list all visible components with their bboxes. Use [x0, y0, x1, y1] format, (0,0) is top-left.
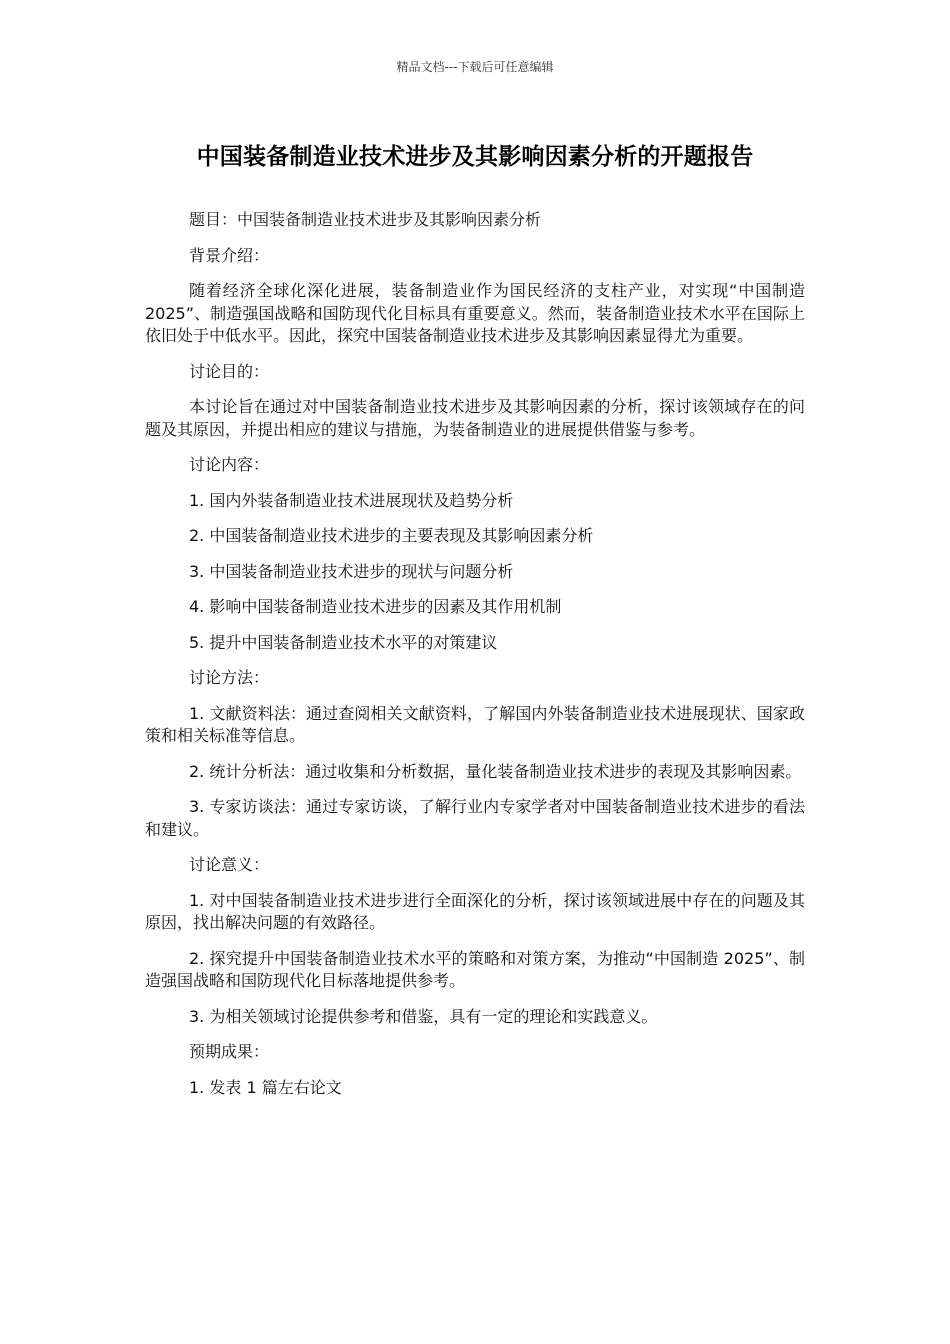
- header-note: 精品文档---下载后可任意编辑: [396, 60, 554, 74]
- purpose-paragraph: 本讨论旨在通过对中国装备制造业技术进步及其影响因素的分析，探讨该领域存在的问题及其原因，并提出相应的建议与措施，为装备制造业的进展提供借鉴与参考。: [145, 397, 805, 439]
- document-title: 中国装备制造业技术进步及其影响因素分析的开题报告: [196, 144, 754, 170]
- section-heading-content: 讨论内容：: [189, 455, 270, 474]
- section-heading-significance: 讨论意义：: [189, 855, 270, 874]
- content-item: 3. 中国装备制造业技术进步的现状与问题分析: [189, 561, 514, 581]
- content-item: 5. 提升中国装备制造业技术水平的对策建议: [189, 632, 498, 652]
- significance-item: 2. 探究提升中国装备制造业技术水平的策略和对策方案，为推动“中国制造 2025”、制造强国战略和国防现代化目标落地提供参考。: [145, 948, 805, 990]
- background-paragraph: 随着经济全球化深化进展，装备制造业作为国民经济的支柱产业，对实现“中国制造 2025”、制造强国战略和国防现代化目标具有重要意义。然而，装备制造业技术水平在国际上依旧处于中低水平。因此，探究中国装备制造业技术进步及其影响因素显得尤为重要。: [145, 281, 805, 345]
- section-heading-methods: 讨论方法：: [189, 668, 270, 687]
- content-item: 4. 影响中国装备制造业技术进步的因素及其作用机制: [189, 597, 562, 616]
- content-item: 1. 国内外装备制造业技术进展现状及趋势分析: [189, 490, 514, 510]
- method-item: 2. 统计分析法：通过收集和分析数据，量化装备制造业技术进步的表现及其影响因素。: [189, 761, 802, 781]
- significance-item: 3. 为相关领域讨论提供参考和借鉴，具有一定的理论和实践意义。: [189, 1006, 658, 1026]
- document-body: [145, 209, 805, 1112]
- significance-item: 1. 对中国装备制造业技术进步进行全面深化的分析，探讨该领域进展中存在的问题及其原因，找出解决问题的有效路径。: [145, 890, 805, 932]
- section-heading-outcomes: 预期成果：: [189, 1042, 270, 1061]
- method-item: 3. 专家访谈法：通过专家访谈，了解行业内专家学者对中国装备制造业技术进步的看法和建议。: [145, 797, 805, 839]
- content-item: 2. 中国装备制造业技术进步的主要表现及其影响因素分析: [189, 526, 594, 545]
- topic-line: 题目：中国装备制造业技术进步及其影响因素分析: [189, 210, 542, 229]
- section-heading-purpose: 讨论目的：: [189, 361, 270, 381]
- outcome-item: 1. 发表 1 篇左右论文: [189, 1077, 342, 1097]
- method-item: 1. 文献资料法：通过查阅相关文献资料，了解国内外装备制造业技术进展现状、国家政策和相关标准等信息。: [145, 703, 805, 745]
- section-heading-background: 背景介绍：: [189, 245, 270, 265]
